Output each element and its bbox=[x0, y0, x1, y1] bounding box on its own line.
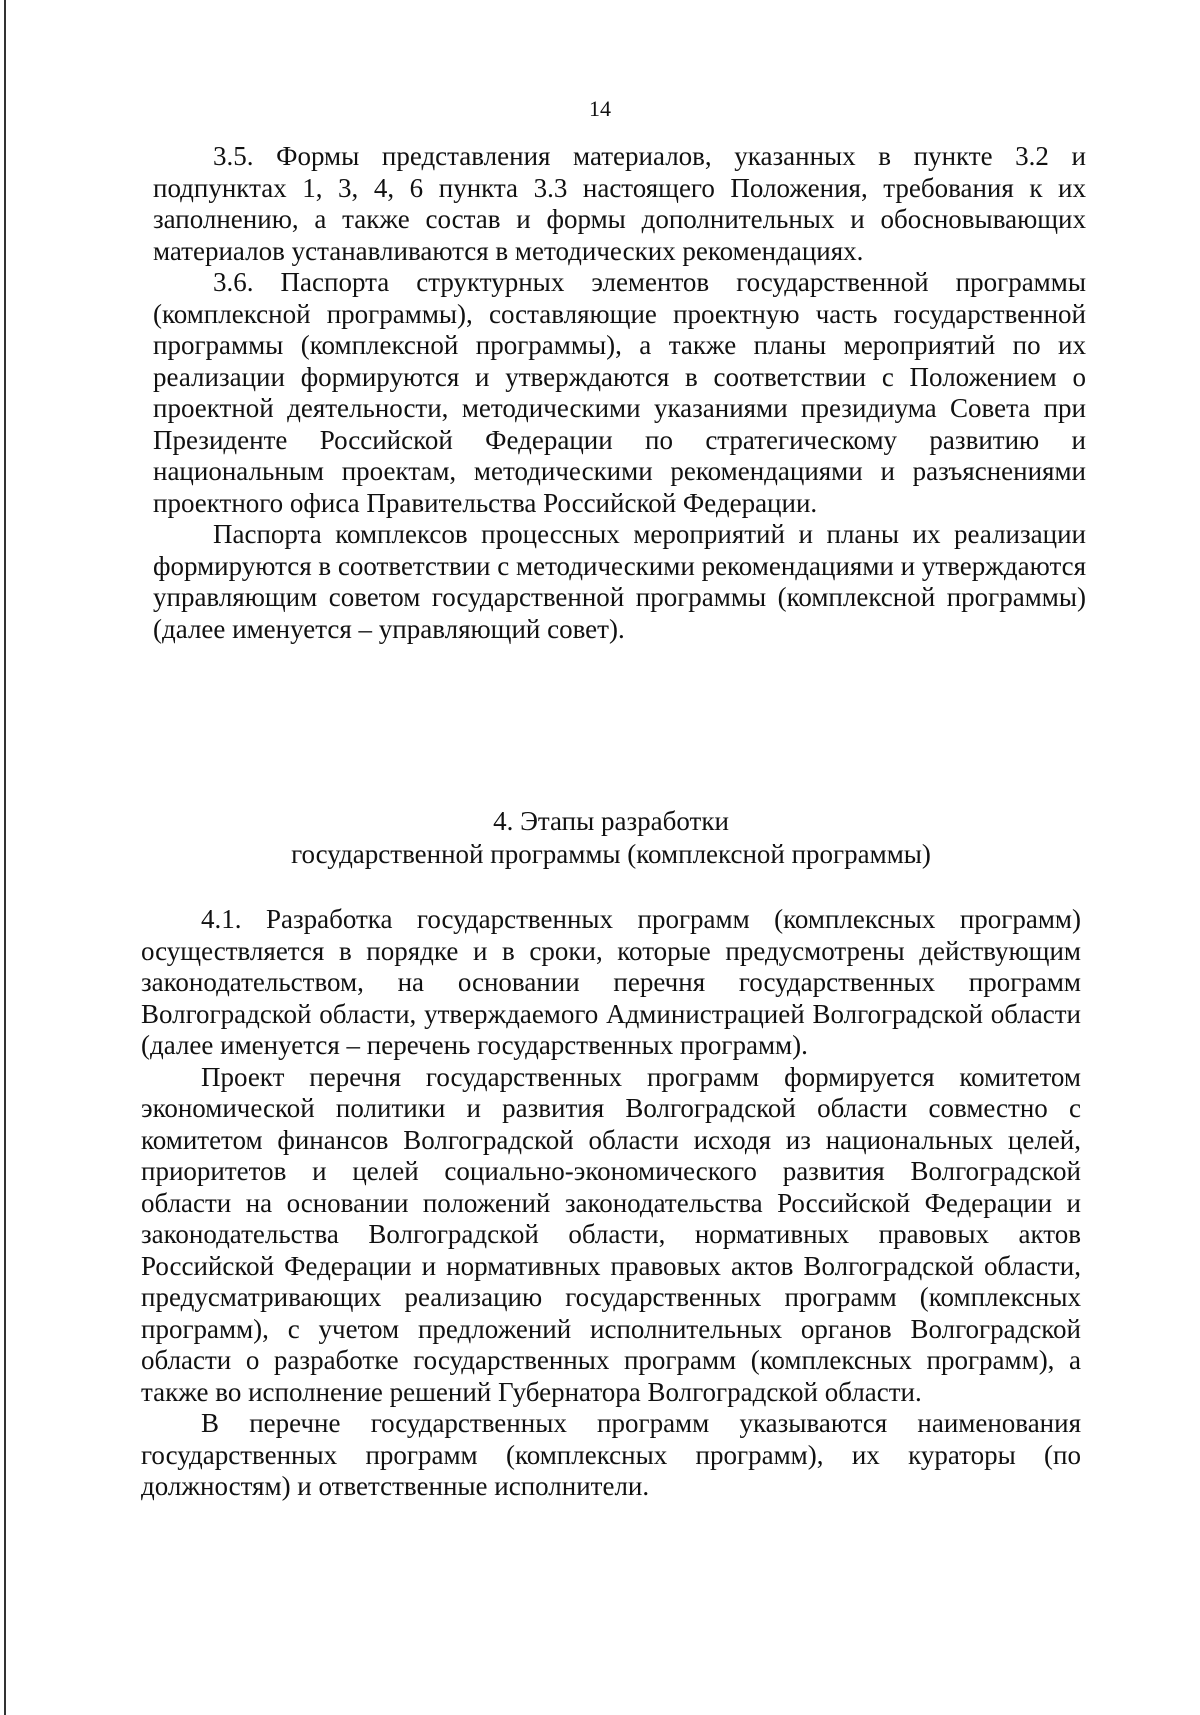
section-3-text bbox=[153, 141, 1086, 645]
section-4-heading bbox=[141, 805, 1081, 871]
paragraph-4-1: 4.1. Разработка государственных программ (комплексных программ) осуществляется в порядке и в сроки, которые предусмотрены действующим законодательством, на основании перечня государственных программ Волгоградской области, утверждаемого Администрацией Волгоградской области (далее именуется – перечень государственных программ). bbox=[141, 904, 1081, 1060]
paragraph-3-5: 3.5. Формы представления материалов, указанных в пункте 3.2 и подпунктах 1, 3, 4, 6 пункта 3.3 настоящего Положения, требования к их заполнению, а также состав и формы дополнительных и обосновывающих материалов устанавливаются в методических рекомендациях. bbox=[153, 141, 1086, 266]
scan-edge-line bbox=[4, 0, 6, 1715]
page-number: 14 bbox=[589, 96, 611, 121]
section-4-heading-line2: государственной программы (комплексной программы) bbox=[291, 839, 931, 869]
paragraph-program-list-contents: В перечне государственных программ указываются наименования государственных программ (комплексных программ), их кураторы (по должностям) и ответственные исполнители. bbox=[141, 1408, 1081, 1501]
paragraph-program-list-draft: Проект перечня государственных программ формируется комитетом экономической политики и развития Волгоградской области совместно с комитетом финансов Волгоградской области исходя из национальных целей, приоритетов и целей социально-экономического развития Волгоградской области на основании положений законодательства Российской Федерации и законодательства Волгоградской области, нормативных правовых актов Российской Федерации и нормативных правовых актов Волгоградской области, предусматривающих реализацию государственных программ (комплексных программ), с учетом предложений исполнительных органов Волгоградской области о разработке государственных программ (комплексных программ), а также во исполнение решений Губернатора Волгоградской области. bbox=[141, 1061, 1081, 1407]
section-4-text bbox=[141, 904, 1081, 1503]
section-4-heading-line1: 4. Этапы разработки bbox=[493, 806, 729, 836]
paragraph-3-6: 3.6. Паспорта структурных элементов государственной программы (комплексной программы), составляющие проектную часть государственной программы (комплексной программы), а также планы мероприятий по их реализации формируются и утверждаются в соответствии с Положением о проектной деятельности, методическими указаниями президиума Совета при Президенте Российской Федерации по стратегическому развитию и национальным проектам, методическими рекомендациями и разъяснениями проектного офиса Правительства Российской Федерации. bbox=[153, 267, 1086, 518]
paragraph-process-passports: Паспорта комплексов процессных мероприятий и планы их реализации формируются в соответствии с методическими рекомендациями и утверждаются управляющим советом государственной программы (комплексной программы) (далее именуется – управляющий совет). bbox=[153, 519, 1086, 644]
